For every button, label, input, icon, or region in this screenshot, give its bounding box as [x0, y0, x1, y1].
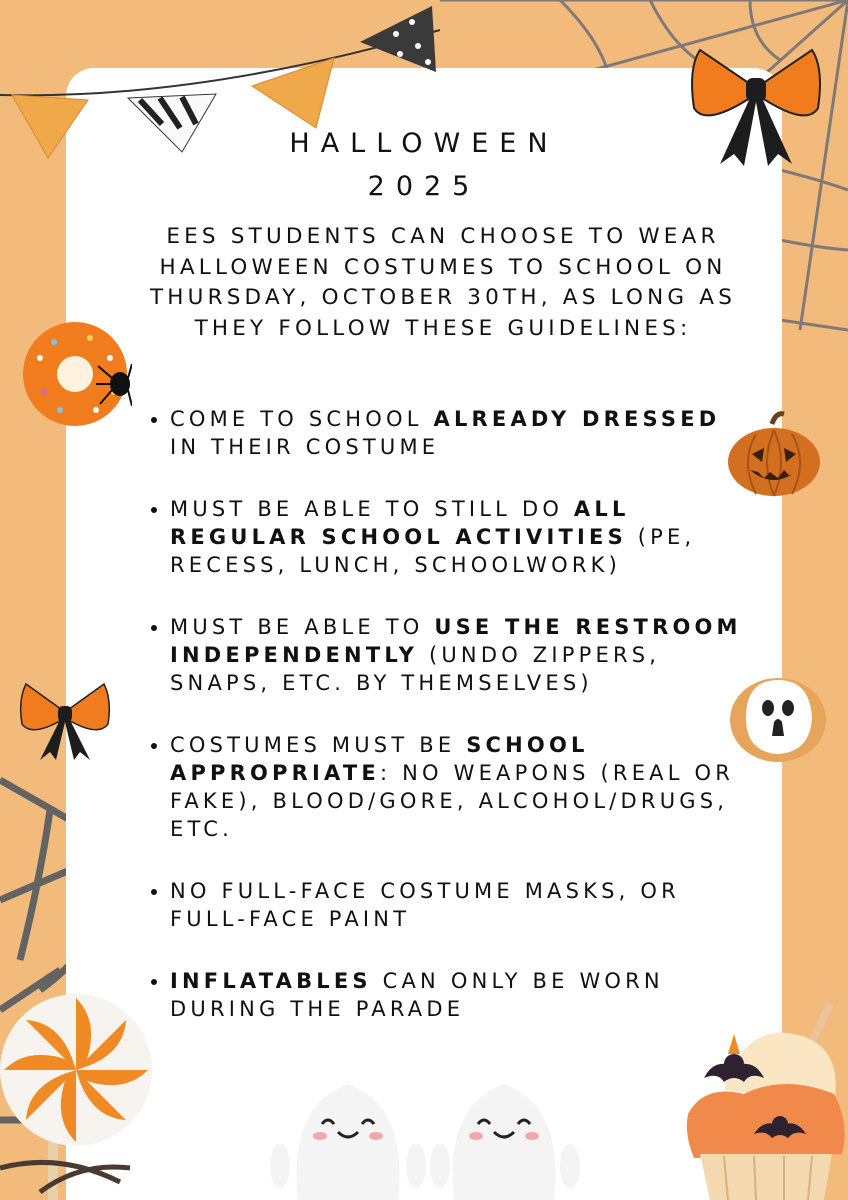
- donut-icon: [20, 318, 132, 430]
- list-item: COME TO SCHOOL ALREADY DRESSED IN THEIR COSTUME: [148, 405, 748, 461]
- list-item: INFLATABLES CAN ONLY BE WORN DURING THE PARADE: [148, 967, 748, 1023]
- page-title: HALLOWEEN: [289, 128, 559, 159]
- intro-paragraph: EES STUDENTS CAN CHOOSE TO WEAR HALLOWEEN COSTUMES TO SCHOOL ON THURSDAY, OCTOBER 30TH, AS LONG AS THEY FOLLOW THESE GUIDELINES:: [149, 224, 737, 341]
- list-item: COSTUMES MUST BE SCHOOL APPROPRIATE: NO WEAPONS (REAL OR FAKE), BLOOD/GORE, ALCOHOL/DRUGS, ETC.: [148, 731, 748, 843]
- list-item: MUST BE ABLE TO USE THE RESTROOM INDEPENDENTLY (UNDO ZIPPERS, SNAPS, ETC. BY THEMSELVES): [148, 613, 748, 697]
- page-title-year: 2025: [367, 171, 481, 202]
- ghost-icon: [268, 1066, 428, 1200]
- bow-icon: [18, 676, 112, 762]
- list-item: NO FULL-FACE COSTUME MASKS, OR FULL-FACE PAINT: [148, 877, 748, 933]
- list-item: MUST BE ABLE TO STILL DO ALL REGULAR SCHOOL ACTIVITIES (PE, RECESS, LUNCH, SCHOOLWORK): [148, 495, 748, 579]
- lollipop-icon: [0, 992, 160, 1200]
- guidelines-list: [148, 405, 748, 1057]
- ghost-icon: [430, 1066, 580, 1200]
